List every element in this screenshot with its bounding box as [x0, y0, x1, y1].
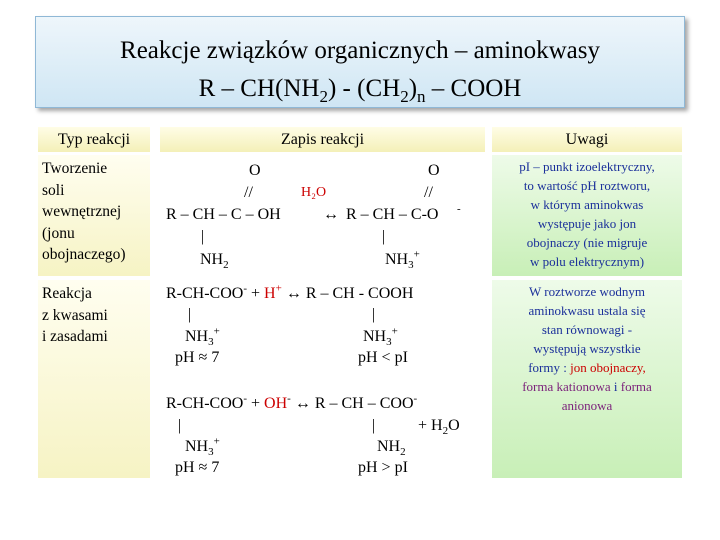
row1-note-cell	[492, 155, 682, 276]
charge-minus: -	[457, 203, 461, 215]
note-line: anionowa	[561, 398, 613, 413]
acid-form-formula: R – CH – C – OH	[166, 206, 281, 223]
amino-group-right	[377, 438, 406, 459]
eq-sup: +	[213, 325, 220, 338]
proton-charge: +	[275, 282, 282, 295]
ph-value-right: pH < pI	[358, 349, 408, 366]
ammonium-charge: +	[413, 248, 420, 261]
water-label: H₂O	[301, 185, 327, 200]
formula-sub: 2	[319, 87, 328, 106]
note-line: W roztworze wodnym	[528, 284, 645, 299]
ph-value-left: pH ≈ 7	[175, 349, 220, 366]
note-line: stan równowagi -	[541, 322, 633, 337]
eq-text: +	[247, 285, 265, 302]
eq-text: O	[448, 417, 460, 434]
ph-value-right: pH > pI	[358, 459, 408, 476]
note-line: występują wszystkie	[533, 341, 641, 356]
double-bond-left: //	[244, 184, 253, 201]
row2-type-line: Reakcja	[42, 285, 92, 302]
formula-part: )	[408, 75, 418, 102]
header-uwagi: Uwagi	[492, 127, 682, 152]
ammonium-group-left	[185, 325, 220, 349]
bond-bar-left: |	[201, 228, 205, 245]
formula-part: R – CH(NH	[198, 75, 320, 102]
row1-type-line: soli	[42, 181, 65, 199]
note-line: w polu elektrycznym)	[529, 254, 645, 269]
header-zapis-reakcji: Zapis reakcji	[160, 127, 485, 152]
header-typ-reakcji: Typ reakcji	[38, 127, 150, 152]
base-reaction-line	[166, 392, 418, 412]
bond-bar-right: |	[372, 417, 376, 434]
note-anionic: forma	[620, 379, 652, 394]
eq-text: NH	[185, 438, 209, 455]
eq-text: R-CH-COO	[166, 285, 244, 302]
formula-sub: 2	[400, 87, 409, 106]
row2-note-cell	[492, 280, 682, 478]
eq-sub: 2	[400, 446, 406, 459]
eq-text: R-CH-COO	[166, 395, 244, 412]
eq-text: NH	[363, 328, 387, 345]
eq-sub: 2	[442, 425, 449, 438]
ph-value-left: pH ≈ 7	[175, 459, 220, 476]
note-line: to wartość pH roztworu,	[523, 178, 651, 193]
title-banner	[35, 16, 685, 108]
row1-type-line: Tworzenie	[42, 160, 108, 177]
double-bond-right: //	[424, 184, 433, 201]
ammonium-sub: 3	[408, 259, 414, 272]
bond-bar-right: |	[372, 306, 376, 323]
eq-sup: +	[213, 435, 220, 448]
amino-text: NH	[200, 251, 224, 268]
title-formula	[36, 75, 684, 106]
eq-text: NH	[185, 328, 209, 345]
water-product	[418, 417, 460, 438]
eq-text: ↔ R – CH – COO	[290, 395, 414, 412]
note-line	[492, 377, 682, 396]
amino-sub: 2	[223, 259, 229, 272]
eq-sub: 3	[208, 446, 214, 459]
charge-minus: -	[243, 282, 248, 295]
note-line: obojnaczy (nie migruje	[526, 235, 648, 250]
eq-text: NH	[377, 438, 401, 455]
eq-text: +	[247, 395, 265, 412]
proton: H	[264, 285, 276, 302]
zwitterion-formula: R – CH – C-O	[346, 206, 439, 223]
row1-type-line: wewnętrznej	[42, 203, 122, 220]
row1-type-cell	[38, 155, 150, 276]
formula-part: ) - (CH	[327, 75, 401, 102]
carbonyl-o-right: O	[428, 162, 440, 179]
acid-reaction-line	[166, 282, 414, 302]
charge-minus: -	[243, 392, 248, 405]
eq-sub: 3	[386, 336, 392, 349]
ammonium-text: NH	[385, 251, 409, 268]
bond-bar-left: |	[188, 306, 192, 323]
row1-type-line: (jonu	[42, 224, 75, 242]
eq-sup: +	[391, 325, 398, 338]
note-line	[492, 358, 682, 377]
equilibrium-arrow: ↔	[323, 206, 339, 223]
note-text: formy :	[528, 360, 571, 375]
ammonium-group-right	[363, 325, 398, 349]
eq-text: ↔ R – CH - COOH	[281, 285, 414, 302]
ammonium-group	[385, 248, 420, 272]
carbonyl-o-left: O	[249, 162, 261, 179]
row2-type-line: i zasadami	[42, 328, 108, 345]
note-line: aminokwasu ustala się	[528, 303, 646, 318]
note-text: i	[610, 379, 621, 394]
row1-equation-cell	[160, 155, 485, 276]
title-line-1: Reakcje związków organicznych – aminokwasy	[120, 37, 600, 64]
formula-sub: n	[417, 87, 426, 106]
charge-minus: -	[413, 392, 418, 405]
note-line: pI – punkt izoelektryczny,	[519, 159, 655, 174]
note-cationic: forma kationowa	[522, 379, 611, 394]
note-line: występuje jako jon	[537, 216, 637, 231]
amino-group	[200, 251, 229, 272]
ammonium-group-left	[185, 435, 220, 459]
hydroxide: OH	[264, 395, 288, 412]
hydroxide-charge: -	[287, 392, 291, 405]
note-line: w którym aminokwas	[530, 197, 644, 212]
bond-bar-right: |	[382, 228, 386, 245]
eq-sub: 3	[208, 336, 214, 349]
row1-type-line: obojnaczego)	[42, 246, 126, 263]
row2-type-line: z kwasami	[42, 306, 108, 324]
eq-text: + H	[418, 417, 443, 434]
note-zwitterion: jon obojnaczy,	[570, 360, 646, 375]
row2-equation-cell	[160, 280, 485, 478]
row2-type-cell	[38, 280, 150, 478]
bond-bar-left: |	[178, 417, 182, 434]
formula-part: – COOH	[425, 75, 522, 102]
